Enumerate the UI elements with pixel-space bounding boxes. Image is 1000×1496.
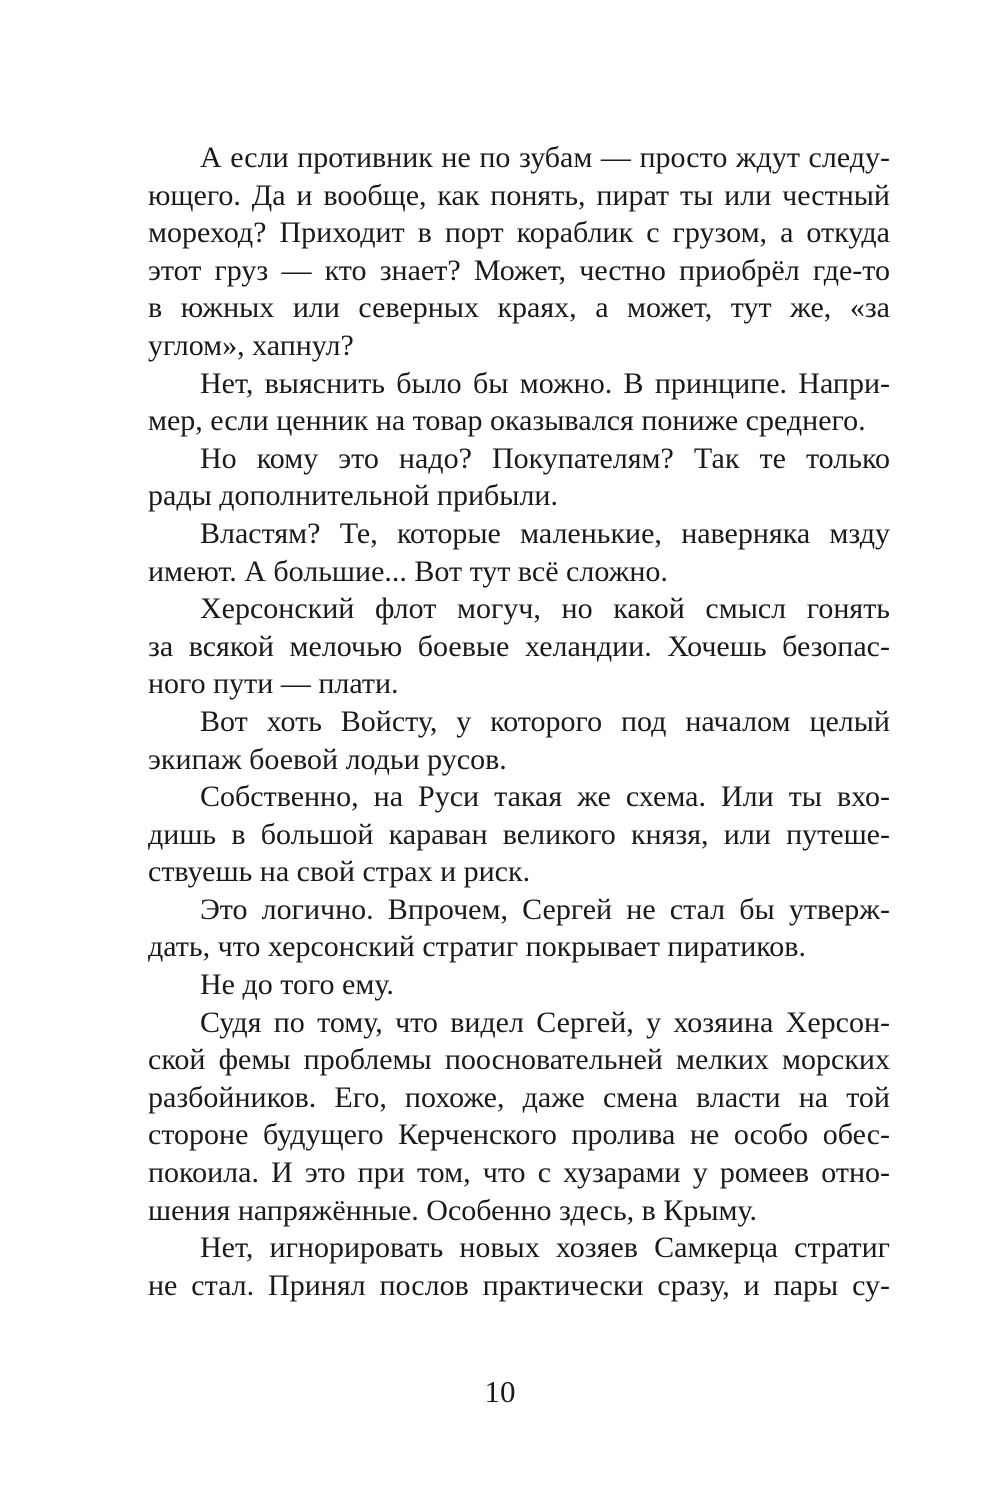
text-line: Это логично. Впрочем, Сергей не стал бы утверж- [200, 892, 890, 926]
text-line: не стал. Принял послов практически сразу, и пары су- [148, 1268, 890, 1302]
text-line: дать, что херсонский стратиг покрывает пиратиков. [148, 930, 806, 964]
text-line: Нет, выяснить было бы можно. В принципе. Напри- [200, 366, 890, 400]
text-line: Но кому это надо? Покупателям? Так те только [200, 441, 890, 475]
text-line: имеют. А большие... Вот тут всё сложно. [148, 554, 668, 588]
text-line: Собственно, на Руси такая же схема. Или ты вхо- [200, 780, 890, 814]
text-line: экипаж боевой лодьи русов. [148, 742, 507, 776]
text-line: шения напряжённые. Особенно здесь, в Крыму. [148, 1193, 757, 1227]
text-line: в южных или северных краях, а может, тут же, «за [148, 291, 890, 325]
page-number: 10 [484, 1374, 516, 1409]
text-line: мореход? Приходит в порт кораблик с грузом, а откуда [148, 216, 890, 250]
text-line: ющего. Да и вообще, как понять, пират ты или честный [148, 178, 890, 212]
text-line: ской фемы проблемы поосновательней мелких морских [148, 1043, 890, 1077]
text-line: Вот хоть Войсту, у которого под началом целый [200, 704, 890, 738]
text-line: Не до того ему. [200, 968, 394, 1002]
text-line: стороне будущего Керченского пролива не особо обес- [148, 1118, 890, 1152]
text-line: дишь в большой караван великого князя, или путеше- [148, 817, 890, 851]
text-line: А если противник не по зубам — просто ждут следу- [200, 141, 890, 174]
text-line: за всякой мелочью боевые хеландии. Хочешь безопас- [148, 629, 890, 663]
text-line: мер, если ценник на товар оказывался пониже среднего. [148, 404, 866, 438]
text-line: Херсонский флот могуч, но какой смысл гонять [200, 592, 890, 626]
text-line: ствуешь на свой страх и риск. [148, 855, 531, 889]
text-line: этот груз — кто знает? Может, честно приобрёл где-то [148, 253, 890, 287]
text-line: Нет, игнорировать новых хозяев Самкерца стратиг [200, 1231, 890, 1265]
page-body [148, 139, 890, 1304]
text-line: Судя по тому, что видел Сергей, у хозяина Херсон- [200, 1005, 890, 1039]
text-line: покоила. И это при том, что с хузарами у ромеев отно- [148, 1156, 890, 1190]
text-line: разбойников. Его, похоже, даже смена власти на той [148, 1080, 890, 1114]
text-line: углом», хапнул? [148, 328, 354, 362]
text-line: Властям? Те, которые маленькие, наверняка мзду [200, 516, 890, 550]
text-line: ного пути — плати. [148, 667, 399, 701]
text-line: рады дополнительной прибыли. [148, 479, 558, 513]
